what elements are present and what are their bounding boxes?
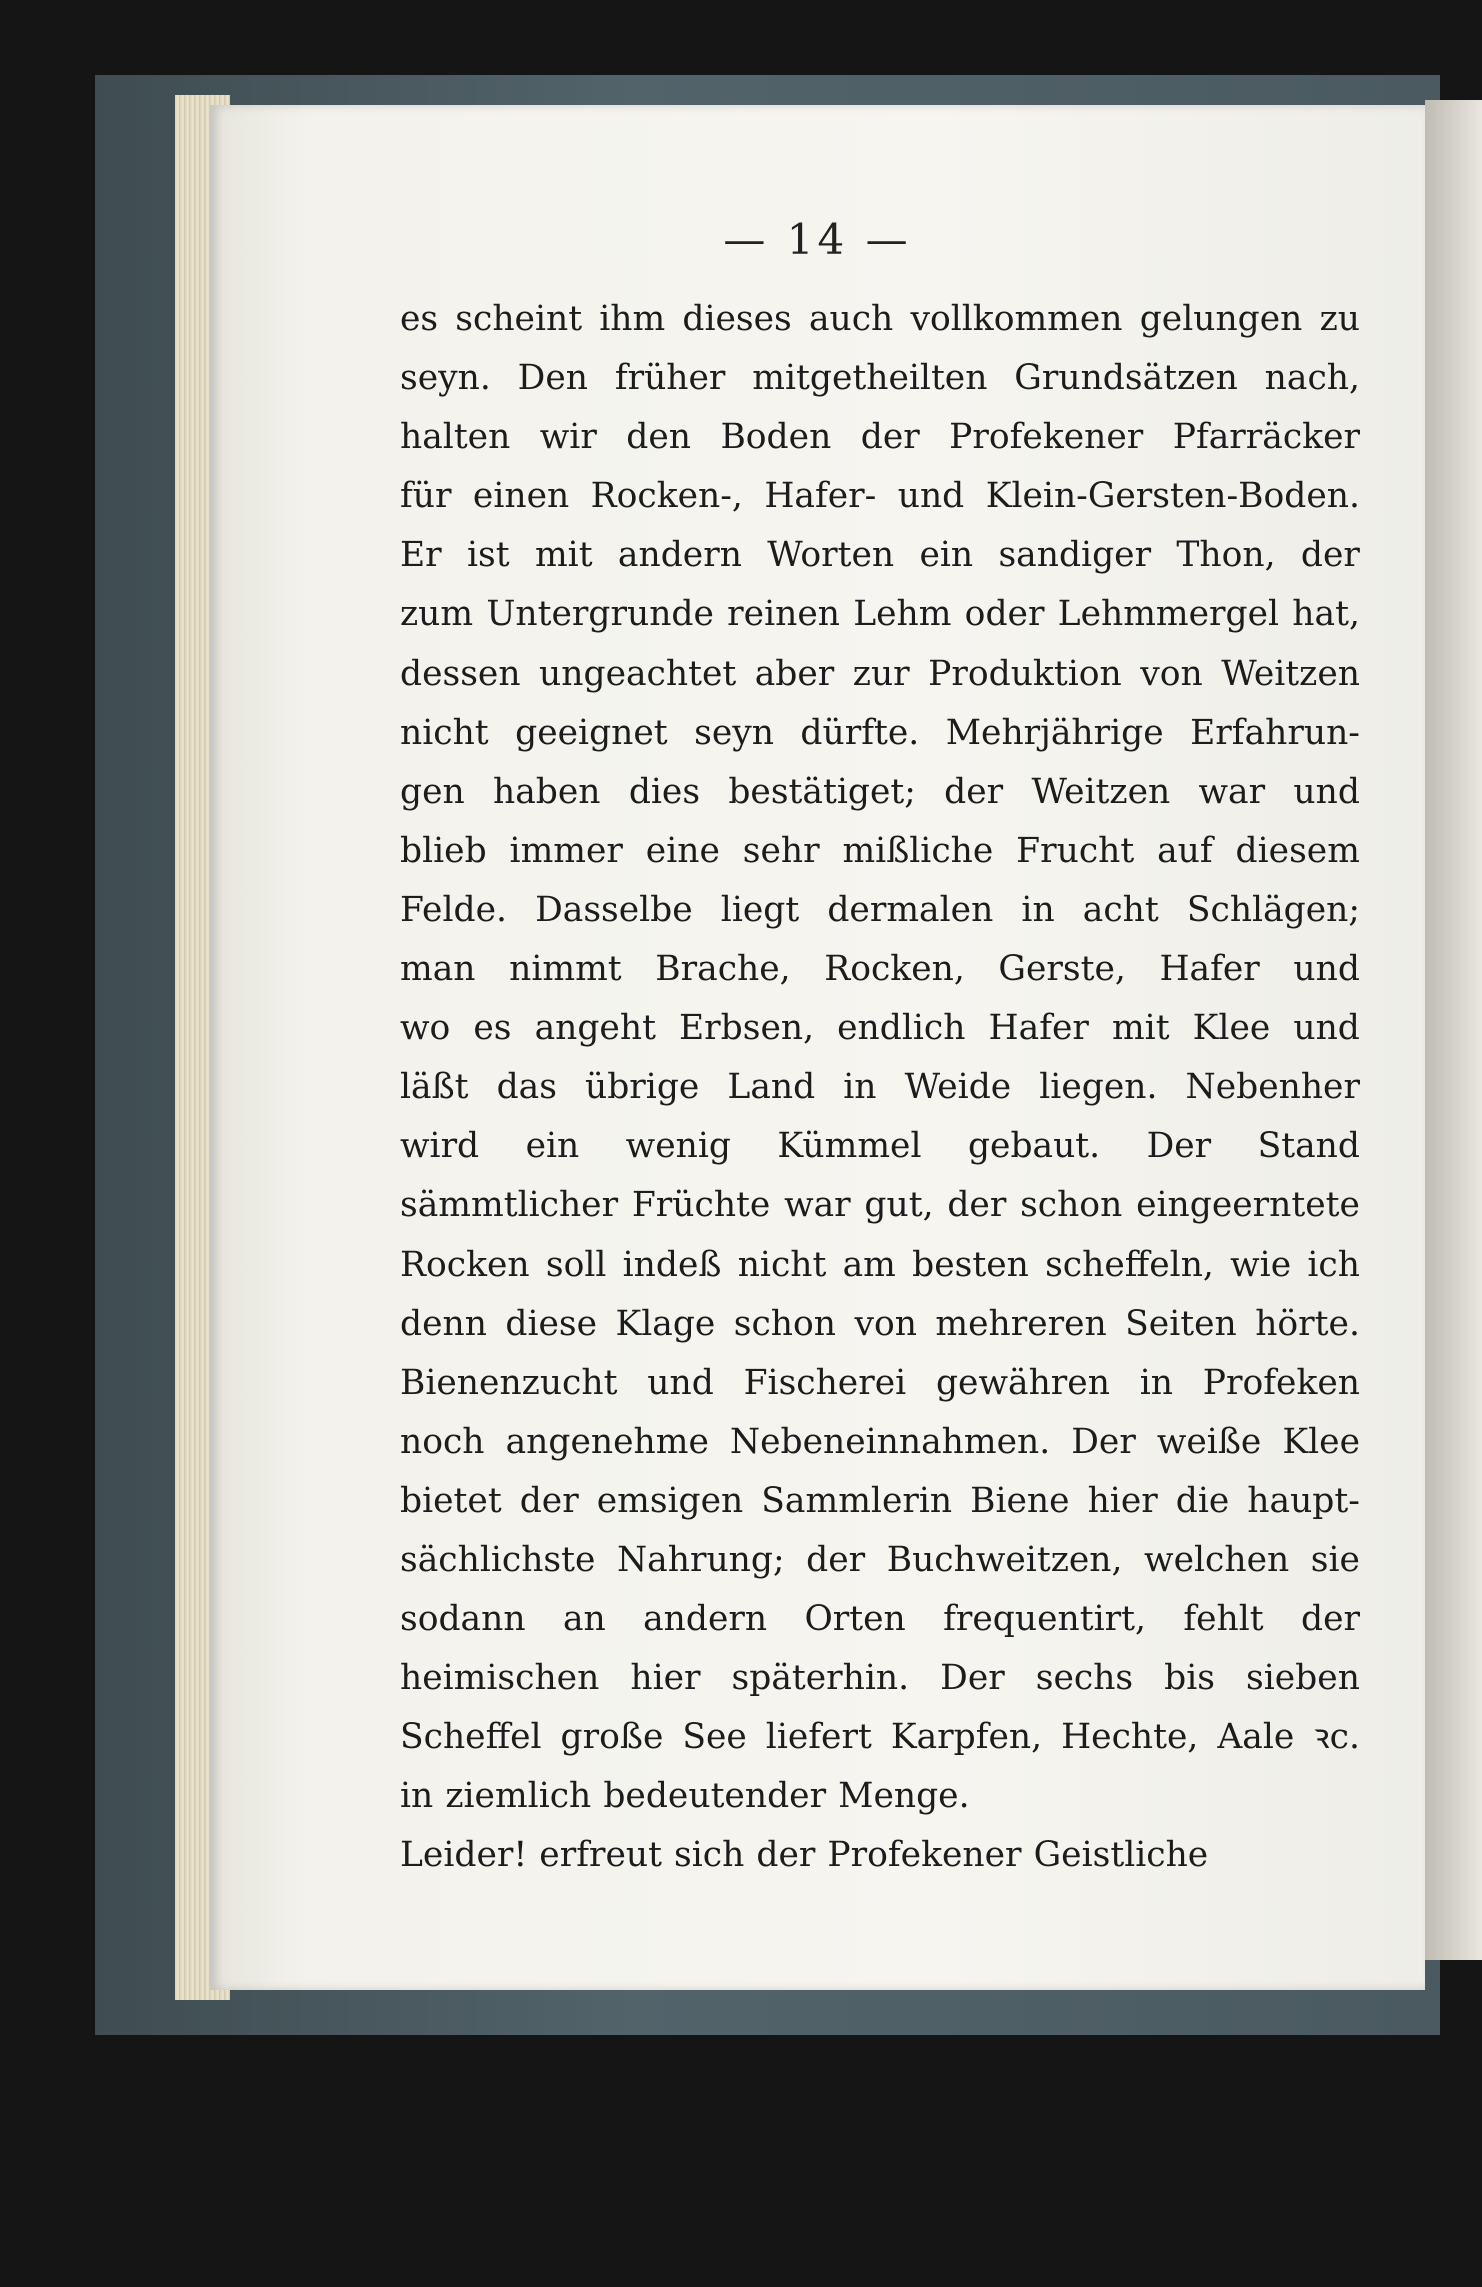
word: emsigen <box>596 1480 744 1521</box>
word: sandiger <box>998 535 1152 576</box>
word: Boden <box>720 417 832 458</box>
text-line <box>400 349 1360 408</box>
word: Frucht <box>1016 830 1135 871</box>
text-line <box>400 763 1360 822</box>
word: Geistliche <box>1033 1835 1209 1876</box>
word: mehreren <box>935 1303 1107 1344</box>
word: Der <box>1071 1421 1136 1462</box>
word: mißliche <box>842 830 994 871</box>
word: Karpfen, <box>890 1717 1043 1758</box>
word: zur <box>852 653 910 694</box>
word: liegen. <box>1039 1067 1158 1108</box>
word: auf <box>1157 830 1213 871</box>
word: Nebenher <box>1185 1067 1360 1108</box>
word: von <box>1140 653 1203 694</box>
word: ein <box>919 535 974 576</box>
word: ziemlich <box>445 1776 592 1817</box>
word: Klein-Gersten-Boden. <box>985 476 1360 517</box>
word: Der <box>940 1658 1005 1699</box>
page-number: — 14 — <box>723 215 912 264</box>
word: Aale <box>1217 1717 1295 1758</box>
text-line <box>400 290 1360 349</box>
word: Sammlerin <box>761 1480 953 1521</box>
word: gut, <box>864 1185 934 1226</box>
word: Klee <box>1282 1421 1360 1462</box>
word: hörte. <box>1255 1303 1360 1344</box>
word: Scheffel <box>400 1717 542 1758</box>
word: Lehm <box>853 594 952 635</box>
word: die <box>1175 1480 1230 1521</box>
word: denn <box>400 1303 487 1344</box>
word: Nebeneinnahmen. <box>729 1421 1051 1462</box>
book-page <box>210 105 1425 1990</box>
word: es <box>400 299 439 339</box>
word: scheffeln, <box>1045 1244 1214 1285</box>
word: mit <box>1111 1008 1170 1049</box>
word: haben <box>493 771 601 812</box>
word: Orten <box>804 1599 906 1640</box>
word: Rocken <box>400 1244 530 1285</box>
word: hier <box>1087 1480 1158 1521</box>
word: angeht <box>534 1008 656 1049</box>
word: sieben <box>1246 1658 1360 1699</box>
word: sehr <box>742 830 820 871</box>
word: dessen <box>400 653 521 694</box>
word: haupt- <box>1247 1480 1360 1521</box>
word: Thon, <box>1176 535 1276 576</box>
text-line <box>400 1413 1360 1472</box>
text-line <box>400 1176 1360 1235</box>
word: Profekener <box>949 417 1144 458</box>
word: angenehme <box>505 1421 709 1462</box>
word: und <box>1293 771 1360 812</box>
word: es <box>473 1008 512 1049</box>
text-line <box>400 1354 1360 1413</box>
word: bedeutender <box>603 1776 827 1817</box>
text-line <box>400 1236 1360 1295</box>
word: liefert <box>765 1717 872 1758</box>
word: Rocken, <box>824 949 965 990</box>
word: in <box>843 1067 877 1108</box>
word: ungeachtet <box>539 653 737 694</box>
word: seyn. <box>400 358 491 399</box>
word: seyn <box>694 712 774 753</box>
text-line <box>400 585 1360 644</box>
word: nicht <box>400 712 489 753</box>
word: Pfarräcker <box>1172 417 1360 458</box>
word: Erbsen, <box>679 1008 815 1049</box>
page-text <box>400 290 1360 1886</box>
word: halten <box>400 417 511 458</box>
word: der <box>860 417 920 458</box>
word: Der <box>1146 1126 1212 1167</box>
word: der <box>806 1539 866 1580</box>
word: bis <box>1164 1658 1215 1699</box>
word: läßt <box>400 1067 469 1108</box>
word: blieb <box>400 830 487 871</box>
word: wir <box>539 417 597 458</box>
text-line <box>400 704 1360 763</box>
word: Früchte <box>631 1185 771 1226</box>
word: und <box>1293 1008 1360 1049</box>
word: Profeken <box>1202 1362 1360 1403</box>
word: der <box>1300 535 1360 576</box>
word: wenig <box>625 1126 731 1167</box>
word: Grundsätzen <box>1014 358 1238 399</box>
word: Weitzen <box>1221 653 1360 694</box>
word: übrige <box>585 1067 700 1108</box>
word: Erfahrun- <box>1190 712 1360 753</box>
word: diese <box>505 1303 598 1344</box>
word: Produktion <box>928 653 1122 694</box>
text-line <box>400 1767 1360 1826</box>
word: gelungen <box>1139 299 1303 339</box>
text-line <box>400 1295 1360 1354</box>
word: in <box>400 1776 434 1817</box>
word: geeignet <box>515 712 668 753</box>
word: an <box>562 1599 606 1640</box>
word: Hafer <box>988 1008 1089 1049</box>
word: dermalen <box>827 889 994 930</box>
word: am <box>842 1244 896 1285</box>
word: in <box>1021 889 1055 930</box>
word: der <box>519 1480 579 1521</box>
word: fehlt <box>1183 1599 1264 1640</box>
word: Fischerei <box>743 1362 907 1403</box>
word: frequentirt, <box>943 1599 1146 1640</box>
word: Rocken-, <box>590 476 743 517</box>
word: schon <box>1020 1185 1123 1226</box>
text-line <box>400 881 1360 940</box>
word: nach, <box>1264 358 1360 399</box>
word: wie <box>1230 1244 1292 1285</box>
text-line <box>400 467 1360 526</box>
word: Kümmel <box>777 1126 922 1167</box>
word: Biene <box>970 1480 1070 1521</box>
word: immer <box>509 830 623 871</box>
word: dies <box>628 771 701 812</box>
word: einen <box>472 476 570 517</box>
word: diesem <box>1235 830 1360 871</box>
word: eingeerntete <box>1136 1185 1360 1226</box>
text-line <box>400 1531 1360 1590</box>
word: reinen <box>727 594 840 635</box>
word: ihm <box>599 299 666 339</box>
word: Gerste, <box>998 949 1126 990</box>
text-line <box>400 1708 1360 1767</box>
word: der <box>944 771 1004 812</box>
word: Mehrjährige <box>945 712 1164 753</box>
word: ist <box>467 535 510 576</box>
word: sodann <box>400 1599 526 1640</box>
word: Brache, <box>655 949 791 990</box>
word: Leider! <box>400 1835 528 1876</box>
word: Felde. <box>400 889 507 930</box>
word: indeß <box>622 1244 722 1285</box>
text-line <box>400 999 1360 1058</box>
word: ꝛc. <box>1313 1717 1360 1758</box>
text-line <box>400 940 1360 999</box>
word: wo <box>400 1008 451 1049</box>
word: weiße <box>1156 1421 1262 1462</box>
word: und <box>897 476 965 517</box>
word: andern <box>643 1599 768 1640</box>
word: heimischen <box>400 1658 600 1699</box>
word: Weide <box>904 1067 1012 1108</box>
word: war <box>784 1185 851 1226</box>
word: große <box>560 1717 664 1758</box>
word: andern <box>617 535 742 576</box>
word: Nahrung; <box>616 1539 785 1580</box>
word: der <box>947 1185 1007 1226</box>
word: späterhin. <box>731 1658 910 1699</box>
text-line <box>400 1649 1360 1708</box>
text-line <box>400 1590 1360 1649</box>
word: sächlichste <box>400 1539 596 1580</box>
word: zum <box>400 594 474 635</box>
text-line <box>400 408 1360 467</box>
word: See <box>682 1717 747 1758</box>
word: Untergrunde <box>486 594 714 635</box>
word: gen <box>400 771 465 812</box>
word: Schlägen; <box>1186 889 1360 930</box>
word: sämmtlicher <box>400 1185 619 1226</box>
word: in <box>1139 1362 1173 1403</box>
word: Weitzen <box>1031 771 1171 812</box>
word: nimmt <box>509 949 622 990</box>
text-line <box>400 1117 1360 1176</box>
word: vollkommen <box>910 299 1123 339</box>
word: ein <box>525 1126 580 1167</box>
word: hier <box>630 1658 701 1699</box>
word: dürfte. <box>800 712 920 753</box>
word: Hafer- <box>764 476 877 517</box>
word: endlich <box>837 1008 966 1049</box>
text-line <box>400 645 1360 704</box>
word: Klage <box>615 1303 716 1344</box>
word: Bienenzucht <box>400 1362 618 1403</box>
word: Klee <box>1192 1008 1271 1049</box>
word: sie <box>1310 1539 1360 1580</box>
word: früher <box>614 358 726 399</box>
text-line <box>400 526 1360 585</box>
word: Er <box>400 535 442 576</box>
word: soll <box>545 1244 607 1285</box>
word: den <box>626 417 691 458</box>
word: und <box>1293 949 1360 990</box>
word: auch <box>808 299 894 339</box>
word: mitgetheilten <box>752 358 988 399</box>
word: ich <box>1307 1244 1360 1285</box>
text-line <box>400 1826 1360 1885</box>
word: nicht <box>737 1244 827 1285</box>
word: erfreut <box>539 1835 662 1876</box>
word: hat, <box>1292 594 1360 635</box>
word: zu <box>1319 299 1360 339</box>
word: der <box>756 1835 816 1876</box>
word: Profekener <box>827 1835 1022 1876</box>
word: schon <box>733 1303 837 1344</box>
word: Dasselbe <box>535 889 693 930</box>
word: aber <box>754 653 835 694</box>
word: war <box>1198 771 1266 812</box>
word: Stand <box>1257 1126 1360 1167</box>
word: gewähren <box>935 1362 1110 1403</box>
word: mit <box>534 535 593 576</box>
word: der <box>1300 1599 1360 1640</box>
word: bietet <box>400 1480 502 1521</box>
word: besten <box>912 1244 1029 1285</box>
word: Buchweitzen, <box>886 1539 1123 1580</box>
word: Menge. <box>838 1776 970 1817</box>
word: das <box>496 1067 557 1108</box>
word: scheint <box>455 299 583 339</box>
word: Land <box>727 1067 816 1108</box>
word: Worten <box>767 535 895 576</box>
word: Seiten <box>1125 1303 1237 1344</box>
word: sich <box>674 1835 745 1876</box>
word: Den <box>517 358 588 399</box>
facing-page-edge <box>1425 100 1482 1960</box>
word: acht <box>1082 889 1159 930</box>
word: liegt <box>720 889 800 930</box>
word: Hafer <box>1159 949 1260 990</box>
word: Hechte, <box>1061 1717 1199 1758</box>
word: noch <box>400 1421 485 1462</box>
word: oder <box>964 594 1045 635</box>
word: und <box>647 1362 714 1403</box>
word: von <box>854 1303 917 1344</box>
text-line <box>400 1058 1360 1117</box>
word: für <box>400 476 452 517</box>
text-line <box>400 822 1360 881</box>
word: dieses <box>682 299 792 339</box>
word: wird <box>400 1126 480 1167</box>
word: bestätiget; <box>728 771 916 812</box>
word: gebaut. <box>967 1126 1101 1167</box>
word: man <box>400 949 476 990</box>
word: eine <box>645 830 720 871</box>
word: Lehmmergel <box>1057 594 1280 635</box>
text-line <box>400 1472 1360 1531</box>
word: welchen <box>1144 1539 1290 1580</box>
word: sechs <box>1035 1658 1134 1699</box>
